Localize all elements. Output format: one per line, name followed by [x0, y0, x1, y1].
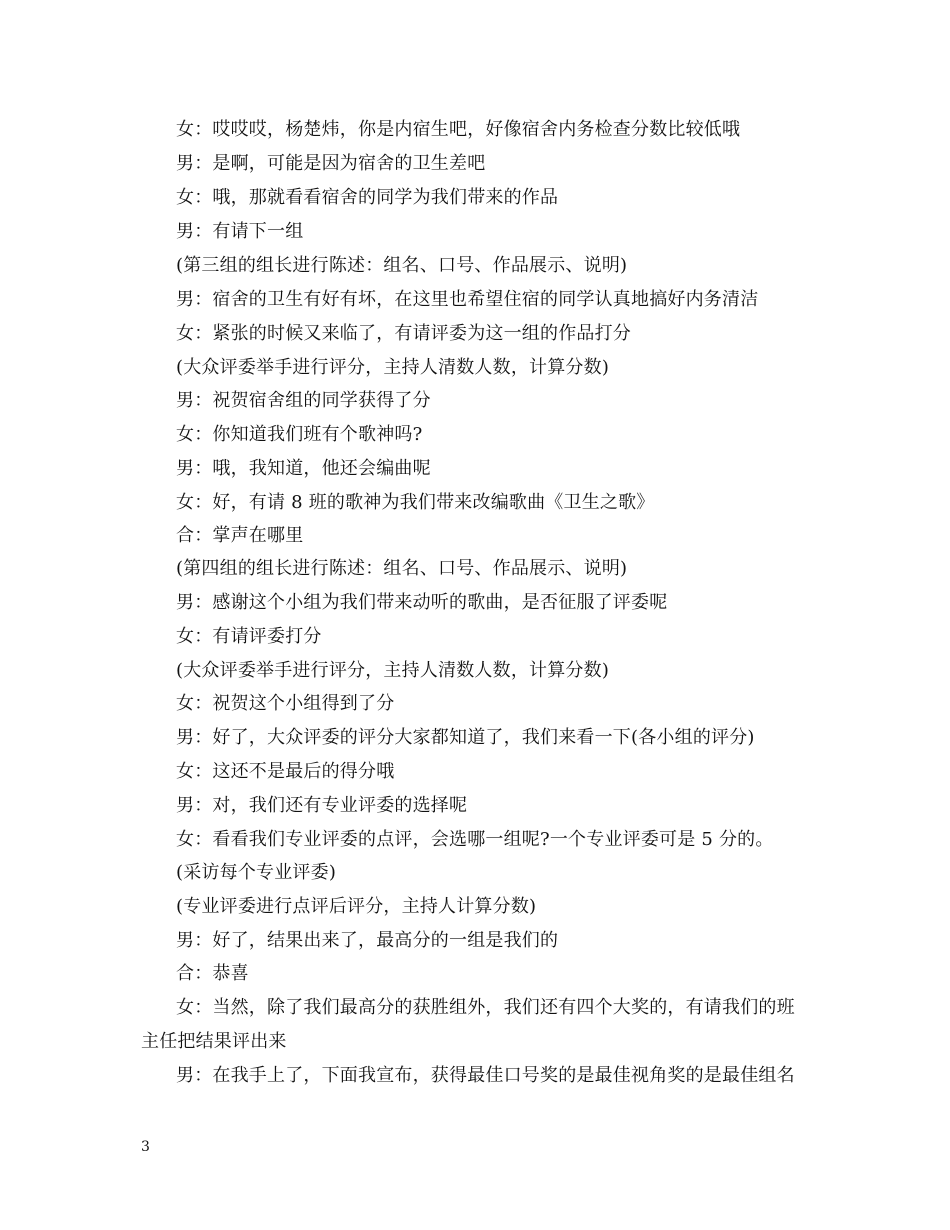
stage-direction: (专业评委进行点评后评分，主持人计算分数): [176, 896, 537, 917]
dialogue-line: 男：祝贺宿舍组的同学获得了分: [176, 390, 431, 411]
stage-direction: (第三组的组长进行陈述：组名、口号、作品展示、说明): [176, 255, 628, 276]
dialogue-line: 女：紧张的时候又来临了，有请评委为这一组的作品打分: [176, 323, 631, 344]
dialogue-line: 女：好，有请 8 班的歌神为我们带来改编歌曲《卫生之歌》: [176, 492, 655, 513]
dialogue-line: 男：宿舍的卫生有好有坏，在这里也希望住宿的同学认真地搞好内务清洁: [176, 289, 759, 310]
dialogue-line: 女：有请评委打分: [176, 626, 322, 647]
stage-direction: (大众评委举手进行评分，主持人清数人数，计算分数): [176, 357, 610, 378]
dialogue-line: 女：哦，那就看看宿舍的同学为我们带来的作品: [176, 187, 559, 208]
page-number: 3: [141, 1139, 150, 1155]
dialogue-line-continuation: 主任把结果评出来: [141, 1031, 287, 1052]
dialogue-line: 男：是啊，可能是因为宿舍的卫生差吧: [176, 153, 486, 174]
dialogue-line: 女：这还不是最后的得分哦: [176, 761, 395, 782]
stage-direction: (大众评委举手进行评分，主持人清数人数，计算分数): [176, 660, 610, 681]
stage-direction: (第四组的组长进行陈述：组名、口号、作品展示、说明): [176, 558, 628, 579]
stage-direction: (采访每个专业评委): [176, 862, 337, 883]
dialogue-line: 男：对，我们还有专业评委的选择呢: [176, 795, 468, 816]
dialogue-line: 男：好了，结果出来了，最高分的一组是我们的: [176, 930, 559, 951]
dialogue-line: 女：当然，除了我们最高分的获胜组外，我们还有四个大奖的，有请我们的班: [176, 997, 795, 1018]
dialogue-line: 男：感谢这个小组为我们带来动听的歌曲，是否征服了评委呢: [176, 592, 668, 613]
dialogue-line: 女：看看我们专业评委的点评，会选哪一组呢?一个专业评委可是 5 分的。: [176, 829, 774, 850]
dialogue-line: 合：恭喜: [176, 963, 249, 984]
dialogue-line: 男：哦，我知道，他还会编曲呢: [176, 458, 431, 479]
dialogue-line: 男：在我手上了，下面我宣布，获得最佳口号奖的是最佳视角奖的是最佳组名: [176, 1065, 795, 1086]
dialogue-line: 女：哎哎哎，杨楚炜，你是内宿生吧，好像宿舍内务检查分数比较低哦: [176, 119, 741, 140]
dialogue-line: 合：掌声在哪里: [176, 525, 304, 546]
dialogue-line: 男：有请下一组: [176, 221, 304, 242]
dialogue-line: 女：你知道我们班有个歌神吗?: [176, 424, 423, 445]
dialogue-line: 男：好了，大众评委的评分大家都知道了，我们来看一下(各小组的评分): [176, 727, 755, 748]
dialogue-line: 女：祝贺这个小组得到了分: [176, 693, 395, 714]
